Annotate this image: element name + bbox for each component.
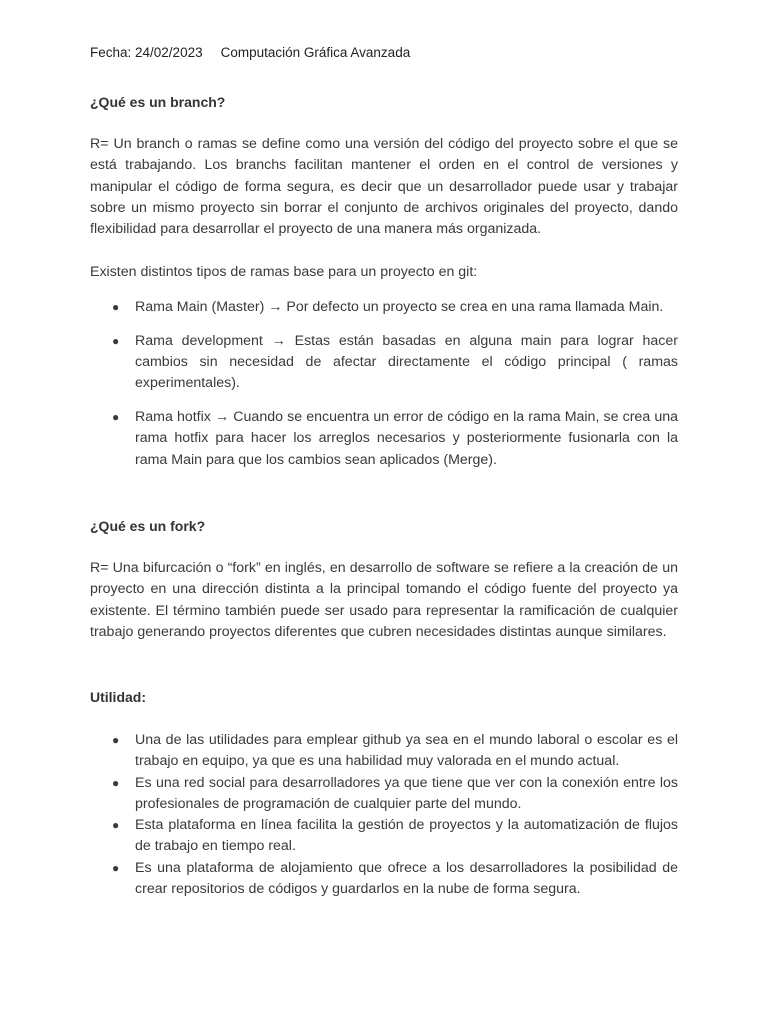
utilidad-list <box>90 730 678 900</box>
bullet-icon: ● <box>112 860 120 875</box>
paragraph-branch-intro: Existen distintos tipos de ramas base para un proyecto en git: <box>90 264 478 280</box>
list-item-text: Una de las utilidades para emplear github ya sea en el mundo laboral o escolar es el trabajo en equipo, ya que es una habilidad muy valorada en el mundo actual. <box>135 732 678 770</box>
bullet-icon: ● <box>112 775 120 790</box>
list-item <box>90 331 678 395</box>
list-item <box>90 407 678 471</box>
bullet-icon: ● <box>112 333 120 348</box>
list-item-text: Rama Main (Master) → Por defecto un proyecto se crea en una rama llamada Main. <box>135 299 664 315</box>
list-item-text: Es una red social para desarrolladores ya que tiene que ver con la conexión entre los profesionales de programación de cualquier parte del mundo. <box>135 774 678 812</box>
list-item <box>90 815 678 858</box>
paragraph-fork-answer: R= Una bifurcación o “fork” en inglés, en desarrollo de software se refiere a la creación de un proyecto en una dirección distinta a la principal tomando el código fuente del proyecto ya existente. El término también puede ser usado para representar la ramificación de cualquier trabajo generando proyectos diferentes que cubren necesidades distintas aunque similares. <box>90 560 678 640</box>
header-course: Computación Gráfica Avanzada <box>220 45 411 60</box>
heading-branch: ¿Qué es un branch? <box>90 94 226 110</box>
heading-utilidad: Utilidad: <box>90 689 146 705</box>
paragraph-branch-answer: R= Un branch o ramas se define como una versión del código del proyecto sobre el que se está trabajando. Los branchs facilitan mantener el orden en el control de versiones y manipular el código de forma segura, es decir que un desarrollador puede usar y trabajar sobre un mismo proyecto sin borrar el conjunto de archivos originales del proyecto, dando flexibilidad para desarrollar el proyecto de una manera más organizada. <box>90 136 678 238</box>
list-item <box>90 773 678 816</box>
list-item <box>90 297 678 318</box>
list-item-text: Esta plataforma en línea facilita la gestión de proyectos y la automatización de flujos de trabajo en tiempo real. <box>135 817 678 855</box>
header-date: Fecha: 24/02/2023 <box>90 45 203 60</box>
bullet-icon: ● <box>112 818 120 833</box>
list-item-text: Rama development → Estas están basadas en alguna main para lograr hacer cambios sin necesidad de afectar directamente el código principal ( ramas experimentales). <box>135 332 678 392</box>
bullet-icon: ● <box>112 300 120 314</box>
bullet-icon: ● <box>112 410 120 425</box>
document-header <box>90 45 410 60</box>
branch-types-list <box>90 297 678 484</box>
heading-fork: ¿Qué es un fork? <box>90 518 206 534</box>
list-item-text: Es una plataforma de alojamiento que ofrece a los desarrolladores la posibilidad de crear repositorios de códigos y guardarlos en la nube de forma segura. <box>135 859 678 898</box>
bullet-icon: ● <box>112 733 120 747</box>
list-item-text: Rama hotfix → Cuando se encuentra un error de código en la rama Main, se crea una rama hotfix para hacer los arreglos necesarios y posteriormente fusionarla con la rama Main para que los cambios sean aplicados (Merge). <box>135 409 678 468</box>
list-item <box>90 730 678 773</box>
list-item <box>90 858 678 901</box>
